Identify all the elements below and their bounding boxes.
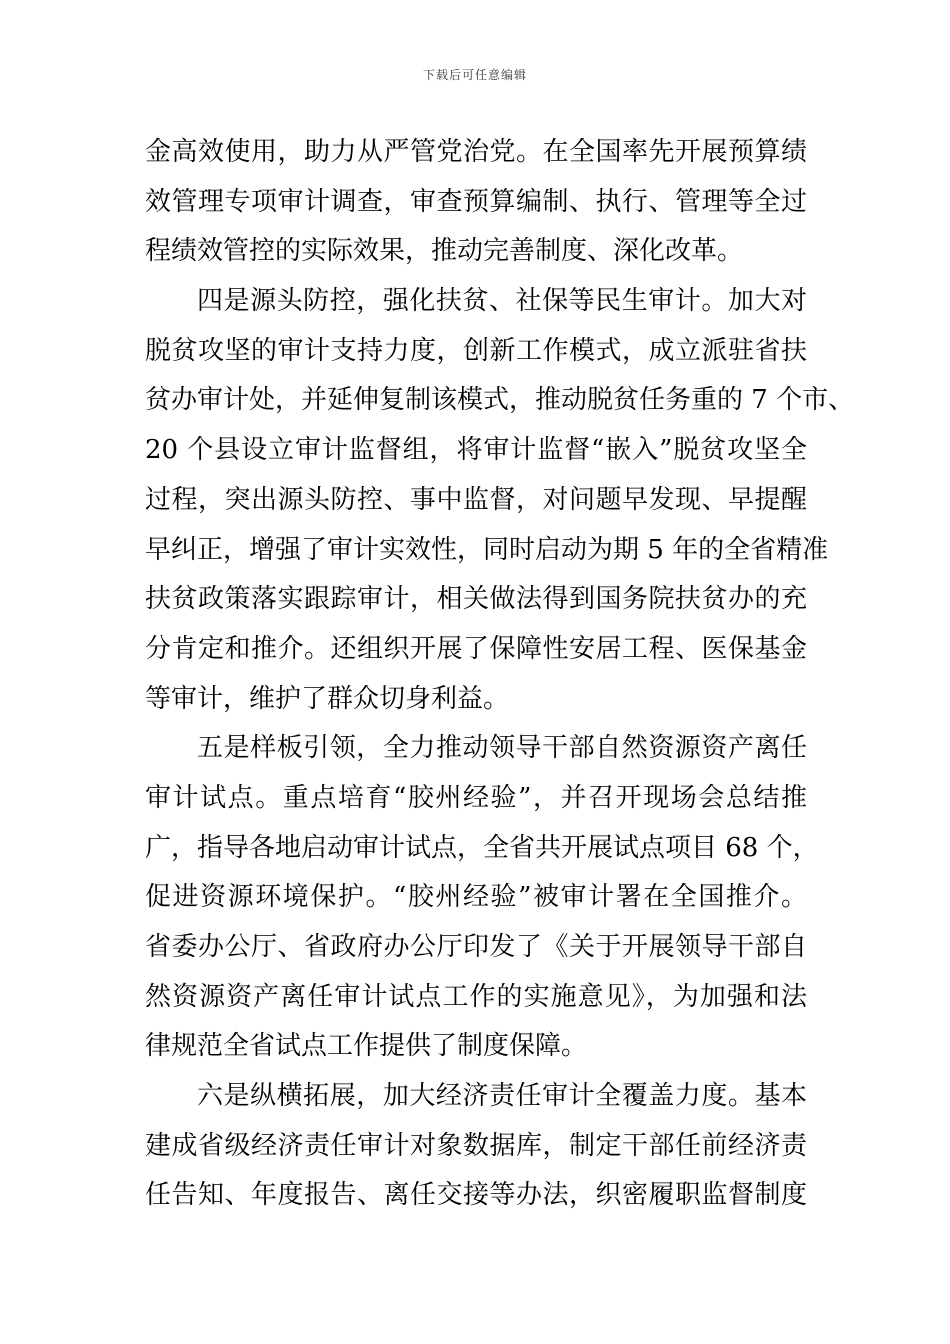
text-line: 等审计，维护了群众切身利益。 [145,683,510,714]
text-line: 律规范全省试点工作提供了制度保障。 [145,1031,588,1062]
text-line: 金高效使用，助力从严管党治党。在全国率先开展预算绩 [145,137,807,167]
text-line: 过程，突出源头防控、事中监督，对问题早发现、早提醒 [145,484,807,515]
paragraph [145,277,855,724]
text-line: 任告知、年度报告、离任交接等办法，织密履职监督制度 [145,1180,807,1211]
text-line: 广，指导各地启动审计试点，全省共开展试点项目 68 个， [145,832,819,863]
paragraph [145,724,819,1072]
text-line: 促进资源环境保护。“胶州经验”被审计署在全国推介。 [145,882,807,913]
text-line: 六是纵横拓展，加大经济责任审计全覆盖力度。基本 [197,1081,807,1112]
paragraph [145,1072,807,1221]
text-line: 扶贫政策落实跟踪审计，相关做法得到国务院扶贫办的充 [145,584,807,615]
text-line: 审计试点。重点培育“胶州经验”，并召开现场会总结推 [145,782,807,813]
text-line: 建成省级经济责任审计对象数据库，制定干部任前经济责 [145,1130,807,1161]
text-line: 20 个县设立审计监督组，将审计监督“嵌入”脱贫攻坚全 [145,435,807,466]
text-line: 程绩效管控的实际效果，推动完善制度、深化改革。 [145,236,744,267]
document-body [145,128,855,1221]
text-line: 分肯定和推介。还组织开展了保障性安居工程、医保基金 [145,633,807,664]
page-header: 下载后可任意编辑 [422,68,527,82]
text-line: 四是源头防控，强化扶贫、社保等民生审计。加大对 [197,286,807,317]
text-line: 省委办公厅、省政府办公厅印发了《关于开展领导干部自 [145,932,807,962]
text-line: 五是样板引领，全力推动领导干部自然资源资产离任 [197,733,807,764]
text-line: 效管理专项审计调查，审查预算编制、执行、管理等全过 [145,186,807,217]
text-line: 然资源资产离任审计试点工作的实施意见》，为加强和法 [145,981,807,1012]
text-line: 贫办审计处，并延伸复制该模式，推动脱贫任务重的 7 个市、 [145,385,855,416]
paragraph [145,128,807,277]
text-line: 脱贫攻坚的审计支持力度，创新工作模式，成立派驻省扶 [145,335,807,366]
text-line: 早纠正，增强了审计实效性，同时启动为期 5 年的全省精准 [145,534,829,565]
